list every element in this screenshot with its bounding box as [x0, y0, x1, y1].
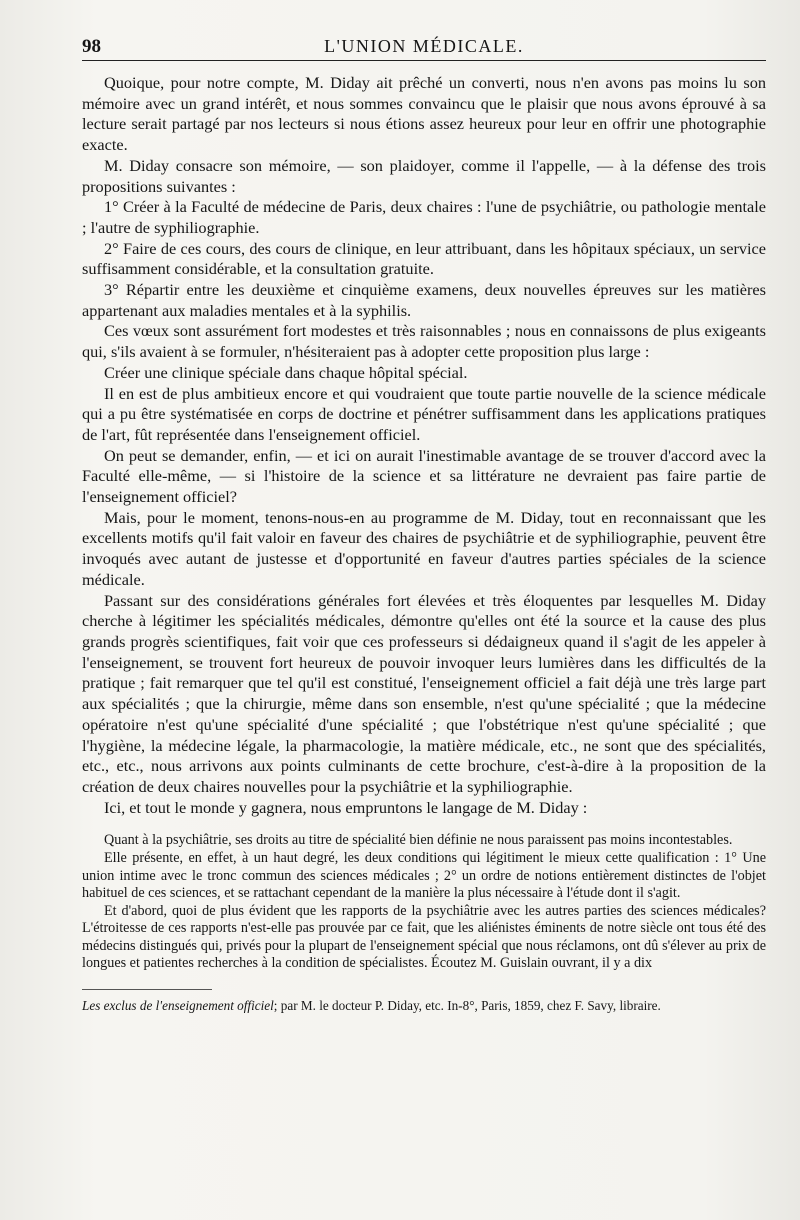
running-head — [82, 26, 766, 61]
paragraph: Passant sur des considérations générales fort élevées et très éloquentes par lesquelles M. Diday cherche à légitimer les spécialités médicales, démontre qu'elles ont été la source et la cause des plus grands progrès scientifiques, fait voir que ces professeurs si dédaigneux quand il s'agit de les appeler à l'enseignement, se trouvent fort heureux de pouvoir invoquer leurs lumières dans les difficultés de la pratique ; fait remarquer que tel qu'il est constitué, l'enseignement officiel a fait déjà une très large part aux spécialités ; que la chirurgie, même dans son ensemble, n'est qu'une spécialité ; que la médecine opératoire n'est qu'une spécialité d'une spécialité ; que l'obstétrique n'est qu'une spécialité ; que l'hygiène, la médecine légale, la pharmacologie, la matière médicale, etc., ne sont que des spécialités, etc., etc., nous arrivons aux points culminants de cette brochure, c'est-à-dire à la proposition de la création de deux chaires nouvelles pour la psychiâtrie et la syphiliographie. — [82, 590, 766, 796]
paragraph: Ici, et tout le monde y gagnera, nous empruntons le langage de M. Diday : — [104, 797, 588, 817]
article-body — [82, 73, 766, 818]
paragraph: Mais, pour le moment, tenons-nous-en au programme de M. Diday, tout en reconnaissant que les excellents motifs qu'il fait valoir en faveur des chaires de psychiâtrie et de syphiliographie, peuvent être invoqués avec autant de justesse et d'opportunité en faveur d'autres parties spéciales de la science médicale. — [82, 507, 766, 589]
quoted-passage — [82, 832, 766, 973]
paragraph: 2° Faire de ces cours, des cours de clinique, en leur attribuant, dans les hôpitaux spéciaux, un service suffisamment considérable, et la consultation gratuite. — [82, 238, 766, 279]
paragraph: 1° Créer à la Faculté de médecine de Paris, deux chaires : l'une de psychiâtrie, ou pathologie mentale ; l'autre de syphiliographie. — [82, 197, 766, 237]
paragraph: Quoique, pour notre compte, M. Diday ait prêché un converti, nous n'en avons pas moins lu son mémoire avec un grand intérêt, et nous sommes convaincu que le plaisir que nous avons éprouvé à sa lecture serait partagé par nos lecteurs si nous étions assez heureux pour leur en offrir une photographie exacte. — [82, 73, 766, 155]
paragraph: Ces vœux sont assurément fort modestes et très raisonnables ; nous en connaissons de plus exigeants qui, s'ils avaient à se formuler, n'hésiteraient pas à adopter cette proposition plus large : — [82, 321, 766, 362]
paragraph: 3° Répartir entre les deuxième et cinquième examens, deux nouvelles épreuves sur les matières appartenant aux maladies mentales et à la syphilis. — [82, 280, 766, 320]
quote-paragraph: Elle présente, en effet, à un haut degré, les deux conditions qui légitiment le mieux cette qualification : 1° Une union intime avec le tronc commun des sciences médicales ; 2° un ordre de notions entièrement distinctes de l'objet habituel de ces sciences, et se rattachant cependant de la manière la plus nécessaire à l'étude dont il s'agit. — [82, 849, 766, 902]
paragraph: On peut se demander, enfin, — et ici on aurait l'inestimable avantage de se trouver d'accord avec la Faculté elle-même, — si l'histoire de la science et sa littérature ne devraient pas faire partie de l'enseignement officiel? — [82, 445, 766, 507]
footnote-title: Les exclus de l'enseignement officiel — [82, 998, 274, 1014]
paragraph: M. Diday consacre son mémoire, — son plaidoyer, comme il l'appelle, — à la défense des trois propositions suivantes : — [82, 155, 766, 196]
quote-paragraph: Et d'abord, quoi de plus évident que les rapports de la psychiâtrie avec les autres parties des sciences médicales? L'étroitesse de ces rapports n'est-elle pas prouvée par ce fait, que les aliénistes éminents de notre siècle ont tous été des médecins distingués qui, privés pour la plupart de l'enseignement spécial que nous réclamons, ont dû s'élever au prix de longues et patientes recherches à la condition de spécialistes. Écoutez M. Guislain ouvrant, il y a dix — [82, 902, 766, 972]
footnote-citation: ; par M. le docteur P. Diday, etc. In-8°, Paris, 1859, chez F. Savy, libraire. — [273, 998, 661, 1014]
footnote — [82, 998, 766, 1014]
paragraph: Créer une clinique spéciale dans chaque hôpital spécial. — [104, 362, 468, 382]
paragraph: Il en est de plus ambitieux encore et qui voudraient que toute partie nouvelle de la science médicale qui a pu être systématisée en corps de doctrine et pénétrer suffisamment dans les applications pratiques de l'art, fût représentée dans l'enseignement officiel. — [82, 383, 766, 444]
footnote-rule — [82, 989, 212, 998]
page-number: 98 — [82, 36, 101, 57]
quote-paragraph: Quant à la psychiâtrie, ses droits au titre de spécialité bien définie ne nous paraissent pas moins incontestables. — [104, 832, 733, 849]
journal-title: L'UNION MÉDICALE. — [324, 36, 524, 56]
